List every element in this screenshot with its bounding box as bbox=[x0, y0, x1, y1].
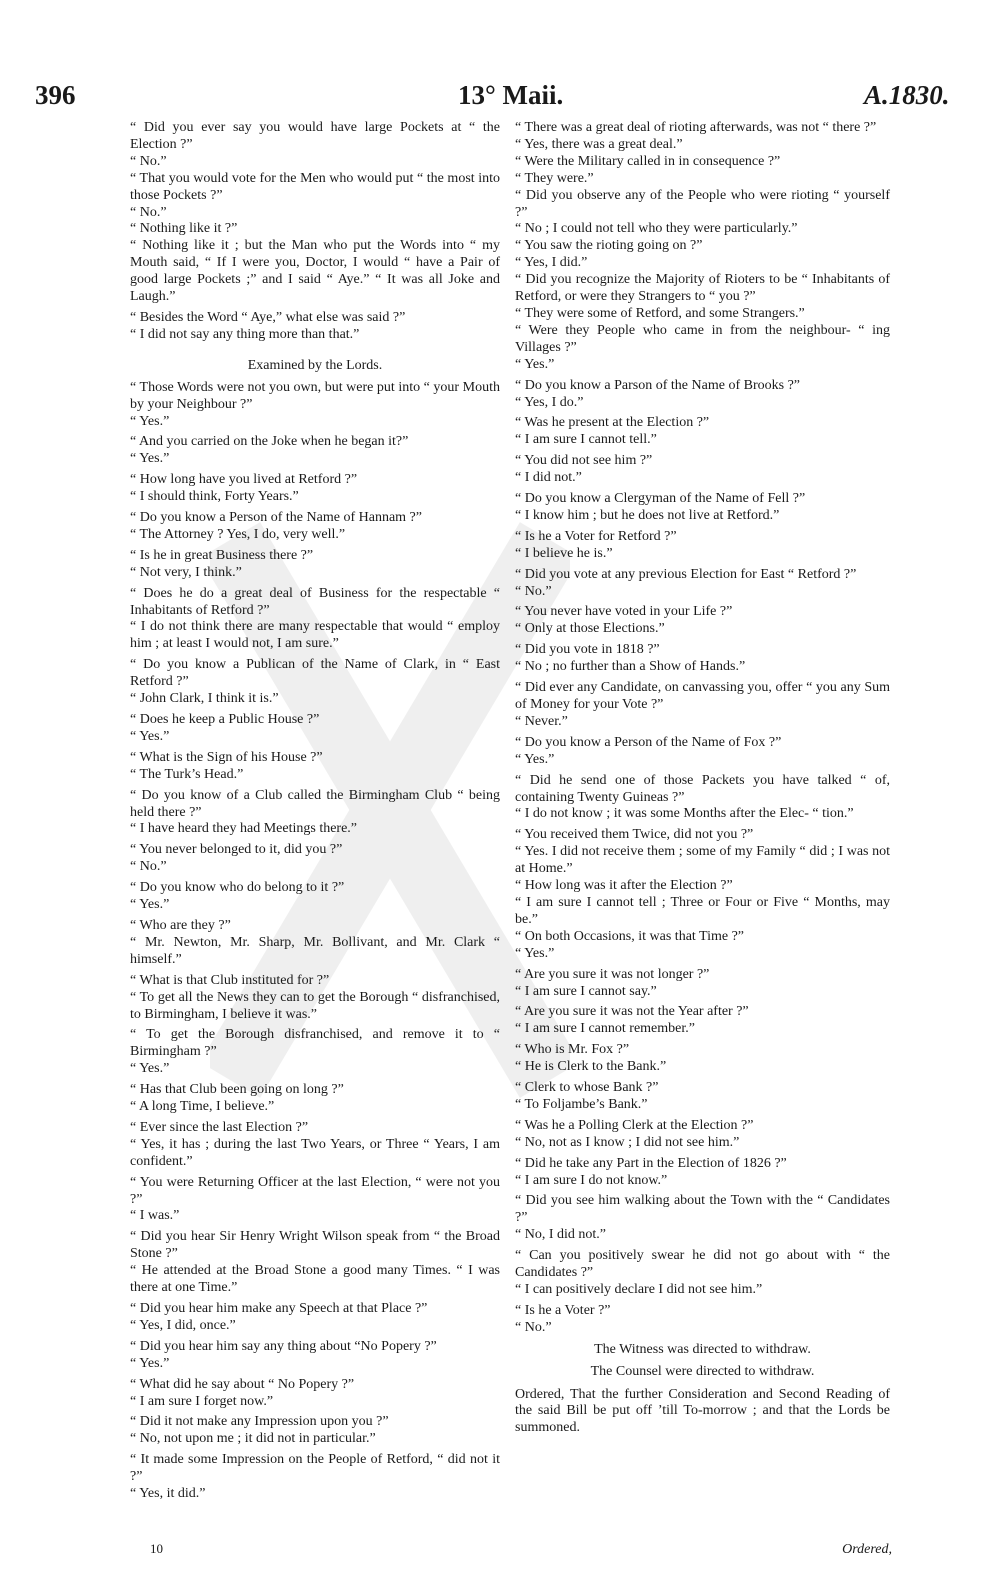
testimony-line: “ Can you positively swear he did not go about with “ the Candidates ?” bbox=[515, 1248, 890, 1281]
testimony-line: “ Yes, it has ; during the last Two Years, or Three “ Years, I am confident.” bbox=[130, 1136, 500, 1169]
page-year: A.1830. bbox=[864, 80, 950, 110]
left-column bbox=[130, 120, 500, 1503]
testimony-line: “ No, I did not.” bbox=[515, 1227, 606, 1243]
testimony-line: “ No ; no further than a Show of Hands.” bbox=[515, 659, 746, 675]
testimony-line: “ John Clark, I think it is.” bbox=[130, 691, 279, 707]
testimony-line: “ No, not upon me ; it did not in particular.” bbox=[130, 1431, 376, 1447]
testimony-line: “ Did it not make any Impression upon you ?” bbox=[130, 1414, 389, 1430]
testimony-line: “ On both Occasions, it was that Time ?” bbox=[515, 928, 745, 944]
testimony-line: “ Has that Club been going on long ?” bbox=[130, 1082, 344, 1098]
testimony-line: “ Yes.” bbox=[130, 1061, 170, 1077]
testimony-line: “ The Attorney ? Yes, I do, very well.” bbox=[130, 526, 346, 542]
testimony-line: “ Did you vote at any previous Election for East “ Retford ?” bbox=[515, 566, 857, 582]
testimony-line: “ I do not know ; it was some Months after the Elec- “ tion.” bbox=[515, 806, 854, 822]
testimony-line: “ Did you hear him make any Speech at that Place ?” bbox=[130, 1301, 428, 1316]
testimony-line: “ Not very, I think.” bbox=[130, 564, 242, 580]
testimony-line: “ Yes, there was a great deal.” bbox=[515, 136, 683, 152]
testimony-line: “ Did he send one of those Packets you have talked “ of, containing Twenty Guineas ?” bbox=[515, 772, 890, 805]
testimony-line: “ He is Clerk to the Bank.” bbox=[515, 1059, 667, 1075]
testimony-line: “ Yes, I do.” bbox=[515, 394, 584, 410]
testimony-line: “ I have heard they had Meetings there.” bbox=[130, 821, 358, 837]
testimony-line: “ I know him ; but he does not live at Retford.” bbox=[515, 507, 780, 523]
testimony-line: “ Do you know a Clergyman of the Name of Fell ?” bbox=[515, 491, 806, 507]
testimony-line: “ Did ever any Candidate, on canvassing you, offer “ you any Sum of Money for your Vote ?” bbox=[515, 680, 890, 712]
testimony-line: “ Yes.” bbox=[515, 945, 555, 961]
direction-line: The Counsel were directed to withdraw. bbox=[590, 1363, 815, 1379]
testimony-line: “ Yes, it did.” bbox=[130, 1486, 206, 1502]
testimony-line: “ Yes, I did, once.” bbox=[130, 1317, 236, 1333]
testimony-line: “ Yes.” bbox=[130, 451, 170, 467]
testimony-line: “ Yes, I did.” bbox=[515, 255, 588, 271]
testimony-line: “ I can positively declare I did not see him.” bbox=[515, 1282, 763, 1297]
testimony-line: “ I am sure I cannot remember.” bbox=[515, 1021, 695, 1037]
testimony-line: “ Do you know a Person of the Name of Hannam ?” bbox=[130, 510, 422, 526]
testimony-line: “ No.” bbox=[130, 204, 167, 220]
direction-line: The Witness was directed to withdraw. bbox=[594, 1341, 811, 1357]
testimony-line: “ You never have voted in your Life ?” bbox=[515, 604, 733, 620]
testimony-line: “ Is he a Voter for Retford ?” bbox=[515, 528, 677, 544]
testimony-line: “ And you carried on the Joke when he began it?” bbox=[130, 434, 409, 450]
testimony-line: “ No ; I could not tell who they were particularly.” bbox=[515, 221, 798, 237]
testimony-line: “ I did not say any thing more than that.” bbox=[130, 326, 360, 342]
testimony-line: “ I was.” bbox=[130, 1208, 180, 1224]
testimony-line: “ You did not see him ?” bbox=[515, 453, 653, 469]
testimony-line: “ Yes.” bbox=[515, 751, 555, 767]
testimony-line: “ Are you sure it was not longer ?” bbox=[515, 966, 710, 982]
testimony-line: “ To Foljambe’s Bank.” bbox=[515, 1096, 648, 1112]
testimony-line: “ It made some Impression on the People of Retford, “ did not it ?” bbox=[130, 1452, 500, 1485]
testimony-line: “ Do you know who do belong to it ?” bbox=[130, 880, 345, 896]
testimony-line: “ Are you sure it was not the Year after ?” bbox=[515, 1004, 749, 1020]
testimony-line: “ What did he say about “ No Popery ?” bbox=[130, 1376, 355, 1392]
testimony-line: “ They were.” bbox=[515, 170, 594, 186]
testimony-line: “ I did not.” bbox=[515, 470, 582, 486]
testimony-line: “ Did you see him walking about the Town with the “ Candidates ?” bbox=[515, 1193, 890, 1226]
testimony-line: “ Did he take any Part in the Election of 1826 ?” bbox=[515, 1155, 787, 1171]
testimony-line: “ I am sure I do not know.” bbox=[515, 1172, 668, 1188]
testimony-line: “ No.” bbox=[130, 859, 167, 875]
testimony-line: “ Yes.” bbox=[130, 728, 170, 744]
page-date: 13° Maii. bbox=[458, 80, 564, 110]
testimony-line: “ Do you know a Person of the Name of Fox ?” bbox=[515, 734, 782, 750]
right-column bbox=[515, 120, 890, 1437]
testimony-line: “ That you would vote for the Men who would put “ the most into those Pockets ?” bbox=[130, 170, 500, 203]
testimony-line: “ Did you recognize the Majority of Rioters to be “ Inhabitants of Retford, or were they Strangers to “ you ?” bbox=[515, 272, 890, 305]
testimony-line: “ Is he a Voter ?” bbox=[515, 1302, 611, 1318]
testimony-line: “ Did you ever say you would have large Pockets at “ the Election ?” bbox=[130, 120, 500, 152]
testimony-line: “ No.” bbox=[515, 1319, 552, 1335]
testimony-line: “ Do you know of a Club called the Birmingham Club “ being held there ?” bbox=[130, 787, 500, 820]
testimony-line: “ He attended at the Broad Stone a good many Times. “ I was there at one Time.” bbox=[130, 1263, 500, 1296]
section-heading: Examined by the Lords. bbox=[247, 357, 383, 373]
testimony-line: “ Did you hear Sir Henry Wright Wilson speak from “ the Broad Stone ?” bbox=[130, 1229, 500, 1262]
testimony-line: “ How long have you lived at Retford ?” bbox=[130, 472, 358, 488]
order-paragraph: Ordered, That the further Consideration and Second Reading of the said Bill be put off ’till To-morrow ; and that the Lords be summoned. bbox=[515, 1386, 890, 1436]
testimony-line: “ No, not as I know ; I did not see him.” bbox=[515, 1134, 740, 1150]
testimony-line: “ Besides the Word “ Aye,” what else was said ?” bbox=[130, 309, 406, 325]
testimony-line: “ I am sure I cannot tell ; Three or Four or Five “ Months, may be.” bbox=[515, 894, 890, 927]
testimony-line: “ Does he keep a Public House ?” bbox=[130, 712, 320, 727]
testimony-line: “ Only at those Elections.” bbox=[515, 621, 665, 637]
testimony-line: “ Nothing like it ; but the Man who put the Words into “ my Mouth said, “ If I were you, Doctor, I would “ have a Pair of good large Pockets ;” and I said “ Aye.” “ It was all Joke and Laugh.” bbox=[130, 238, 500, 305]
testimony-line: “ How long was it after the Election ?” bbox=[515, 878, 733, 894]
testimony-line: “ Do you know a Parson of the Name of Brooks ?” bbox=[515, 377, 800, 393]
testimony-line: “ Yes. I did not receive them ; some of my Family “ did ; I was not at Home.” bbox=[515, 844, 890, 877]
testimony-line: “ There was a great deal of rioting afterwards, was not “ there ?” bbox=[515, 120, 877, 135]
testimony-line: “ Was he present at the Election ?” bbox=[515, 415, 710, 431]
testimony-line: “ Yes.” bbox=[515, 356, 555, 372]
testimony-line: “ Do you know a Publican of the Name of Clark, in “ East Retford ?” bbox=[130, 657, 500, 690]
catchword: Ordered, bbox=[842, 1542, 892, 1557]
testimony-line: “ They were some of Retford, and some Strangers.” bbox=[515, 305, 805, 321]
testimony-line: “ Ever since the last Election ?” bbox=[130, 1119, 309, 1135]
testimony-line: “ Were they People who came in from the neighbour- “ ing Villages ?” bbox=[515, 322, 890, 355]
testimony-line: “ Was he a Polling Clerk at the Election ?” bbox=[515, 1117, 754, 1133]
testimony-line: “ Did you observe any of the People who were rioting “ yourself ?” bbox=[515, 187, 890, 220]
testimony-line: “ A long Time, I believe.” bbox=[130, 1099, 275, 1115]
testimony-line: “ No.” bbox=[130, 153, 167, 169]
testimony-line: “ Yes.” bbox=[130, 1355, 170, 1371]
testimony-line: “ I am sure I forget now.” bbox=[130, 1393, 274, 1409]
testimony-line: “ To get all the News they can to get the Borough “ disfranchised, to Birmingham, I believe it was.” bbox=[130, 989, 500, 1022]
testimony-line: “ Nothing like it ?” bbox=[130, 221, 238, 237]
testimony-line: “ To get the Borough disfranchised, and remove it to “ Birmingham ?” bbox=[130, 1027, 500, 1060]
testimony-line: “ Does he do a great deal of Business for the respectable “ Inhabitants of Retford ?” bbox=[130, 585, 500, 618]
testimony-line: “ You saw the rioting going on ?” bbox=[515, 238, 703, 254]
testimony-line: “ You never belonged to it, did you ?” bbox=[130, 842, 343, 858]
testimony-line: “ Did you vote in 1818 ?” bbox=[515, 642, 660, 658]
testimony-line: “ Never.” bbox=[515, 713, 568, 729]
testimony-line: “ I am sure I cannot say.” bbox=[515, 983, 657, 999]
testimony-line: “ What is that Club instituted for ?” bbox=[130, 972, 330, 988]
testimony-line: “ You received them Twice, did not you ?” bbox=[515, 827, 754, 843]
testimony-line: “ What is the Sign of his House ?” bbox=[130, 749, 323, 765]
testimony-line: “ Those Words were not you own, but were put into “ your Mouth by your Neighbour ?” bbox=[130, 379, 500, 412]
testimony-line: “ I should think, Forty Years.” bbox=[130, 489, 299, 505]
testimony-line: “ Were the Military called in in consequence ?” bbox=[515, 153, 781, 169]
testimony-line: “ Clerk to whose Bank ?” bbox=[515, 1080, 659, 1096]
testimony-line: “ Yes.” bbox=[130, 413, 170, 429]
testimony-line: “ No.” bbox=[515, 583, 552, 599]
testimony-line: “ Who is Mr. Fox ?” bbox=[515, 1042, 630, 1058]
testimony-line: “ Yes.” bbox=[130, 897, 170, 913]
signature-mark: 10 bbox=[150, 1541, 163, 1556]
testimony-line: “ Mr. Newton, Mr. Sharp, Mr. Bollivant, and Mr. Clark “ himself.” bbox=[130, 934, 500, 967]
testimony-line: “ The Turk’s Head.” bbox=[130, 766, 244, 782]
testimony-line: “ I believe he is.” bbox=[515, 545, 613, 561]
page-number: 396 bbox=[35, 80, 76, 110]
testimony-line: “ You were Returning Officer at the last Election, “ were not you ?” bbox=[130, 1174, 500, 1207]
testimony-line: “ I am sure I cannot tell.” bbox=[515, 432, 657, 448]
testimony-line: “ Who are they ?” bbox=[130, 917, 231, 933]
testimony-line: “ Did you hear him say any thing about “No Popery ?” bbox=[130, 1338, 437, 1354]
testimony-line: “ I do not think there are many respectable that would “ employ him ; at least I would not, I am sure.” bbox=[130, 619, 500, 652]
testimony-line: “ Is he in great Business there ?” bbox=[130, 547, 314, 563]
